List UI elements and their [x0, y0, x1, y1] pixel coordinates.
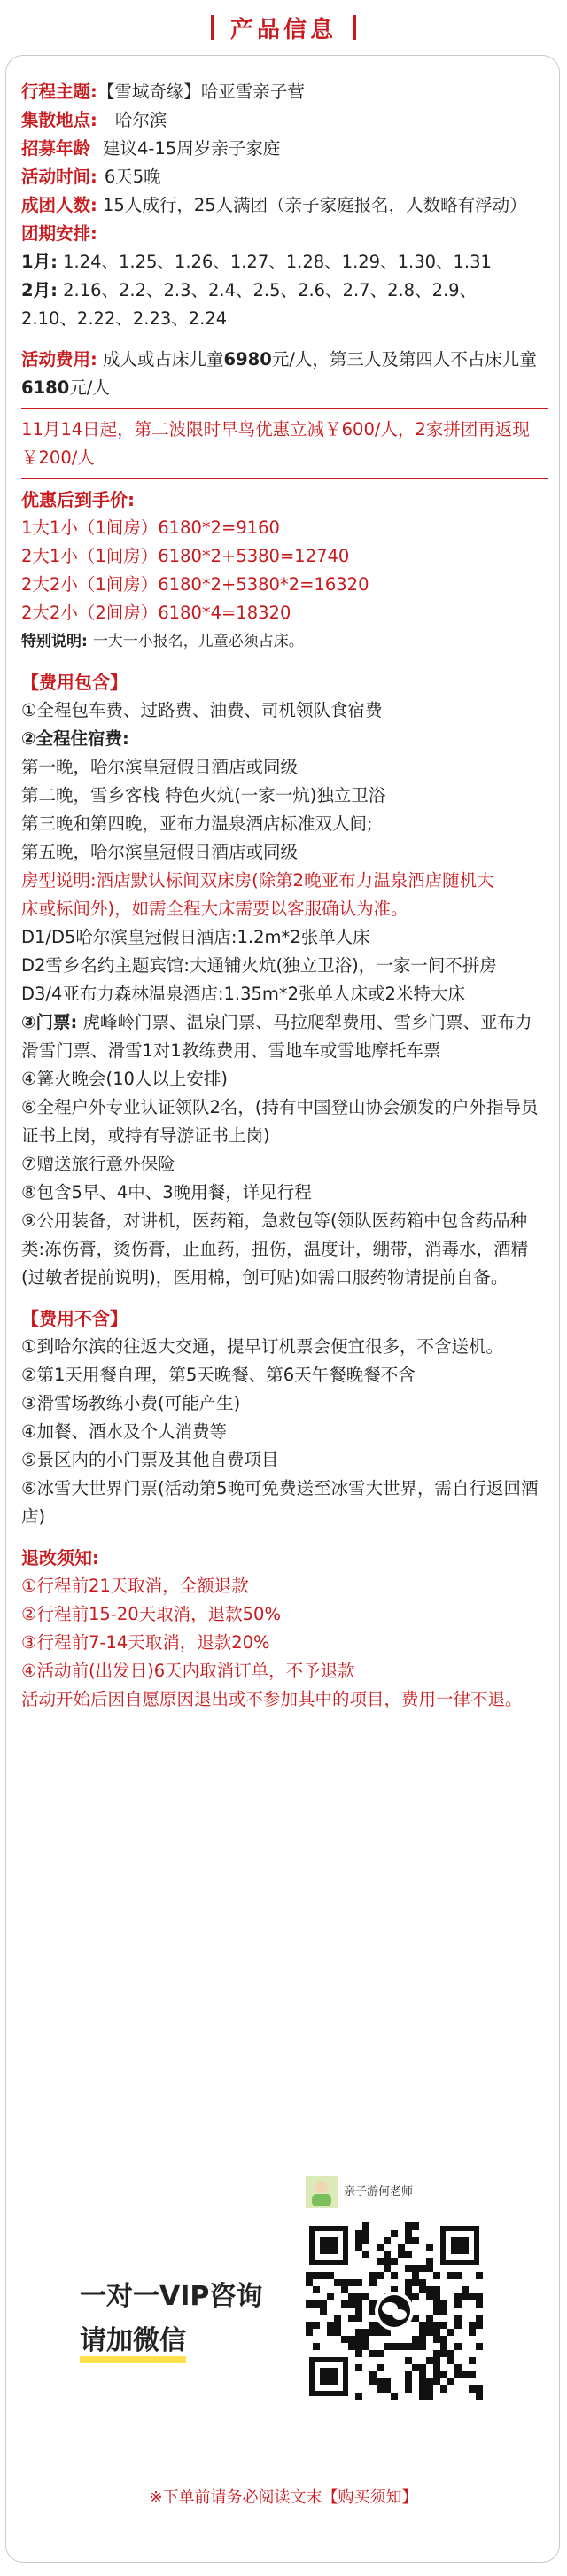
included-line: ⑥全程户外专业认证领队2名，(持有中国登山协会颁发的户外指导员证书上岗，或持有导游证书上岗) — [21, 1097, 539, 1146]
schedule-label: 团期安排: — [21, 223, 97, 244]
fee-label: 活动费用: — [21, 349, 97, 370]
feb-row — [21, 276, 548, 305]
promo-text: 11月14日起，第二波限时早鸟优惠立减￥600/人，2家拼团再返现￥200/人 — [21, 419, 530, 468]
gather-row — [21, 106, 548, 135]
fee-num1: 6980 — [223, 349, 272, 370]
fee-post: 元/人 — [69, 377, 110, 398]
feb-label: 2月: — [21, 280, 58, 300]
note-value: 一大一小报名，儿童必须占床。 — [92, 633, 304, 650]
included-line: 第二晚，雪乡客栈 特色火炕(一家一炕)独立卫浴 — [21, 785, 386, 805]
fee-row — [21, 346, 548, 402]
room-note-2: 床或标间外)，如需全程大床需要以客服确认为准。 — [21, 899, 408, 919]
jan-label: 1月: — [21, 252, 58, 272]
header-bar-left — [211, 15, 214, 40]
refund-line: ②行程前15-20天取消，退款50% — [21, 1604, 281, 1624]
gather-label: 集散地点: — [21, 110, 97, 130]
feb-value-2: 2.10、2.22、2.23、2.24 — [21, 308, 228, 329]
included-line: 第五晚，哈尔滨皇冠假日酒店或同级 — [21, 842, 299, 862]
excluded-line: ⑥冰雪大世界门票(活动第5晚可免费送至冰雪大世界，需自行返回酒店) — [21, 1478, 539, 1527]
age-row — [21, 135, 548, 163]
included-line: ④篝火晚会(10人以上安排) — [21, 1069, 229, 1089]
theme-row — [21, 78, 548, 106]
included-line: ⑨公用装备，对讲机，医药箱，急救包等(领队医药箱中包含药品种类:冻伤膏，烫伤膏，止血药，扭伤，温度计，绷带，消毒水，酒精(过敏者提前说明)，医用棉，创可贴)如需口服药物请提前自备。 — [21, 1210, 529, 1288]
header-bar-right — [353, 15, 356, 40]
discount-line-2: 2大1小（1间房）6180*2+5380=12740 — [21, 546, 350, 566]
feb-row-2 — [21, 305, 548, 333]
included-line: D3/4亚布力森林温泉酒店:1.35m*2张单人床或2米特大床 — [21, 984, 465, 1004]
section-header — [0, 0, 567, 55]
time-value: 6天5晚 — [104, 167, 161, 187]
divider — [21, 408, 548, 409]
included-line: 第一晚，哈尔滨皇冠假日酒店或同级 — [21, 757, 299, 777]
jan-row — [21, 248, 548, 276]
excluded-line: ⑤景区内的小门票及其他自费项目 — [21, 1450, 279, 1470]
jan-value: 1.24、1.25、1.26、1.27、1.28、1.29、1.30、1.31 — [63, 252, 492, 272]
included-line: ②全程住宿费: — [21, 728, 129, 749]
discount-line-1: 1大1小（1间房）6180*2=9160 — [21, 518, 280, 538]
refund-line: ③行程前7-14天取消，退款20% — [21, 1632, 270, 1653]
contact-block — [80, 2176, 505, 2442]
room-note: 房型说明:酒店默认标间双床房(除第2晚亚布力温泉酒店随机大 — [21, 870, 494, 891]
theme-label: 行程主题: — [21, 82, 97, 102]
included-line: ⑧包含5早、4中、3晚用餐，详见行程 — [21, 1182, 312, 1202]
excluded-line: ①到哈尔滨的往返大交通，提早订机票会便宜很多，不含送机。 — [21, 1336, 503, 1357]
refund-note: 活动开始后因自愿原因退出或不参加其中的项目，费用一律不退。 — [21, 1689, 523, 1709]
theme-value: 【雪域奇缘】哈亚雪亲子营 — [97, 82, 305, 102]
wechat-prompt — [80, 2318, 186, 2357]
excluded-line: ④加餐、酒水及个人消费等 — [21, 1421, 227, 1442]
fee-mid: 元/人，第三人及第四人不占床儿童 — [271, 349, 537, 370]
group-row — [21, 191, 548, 220]
included-line: ⑦赠送旅行意外保险 — [21, 1154, 175, 1174]
included-line: ①全程包车费、过路费、油费、司机领队食宿费 — [21, 700, 383, 720]
tickets-row — [21, 1008, 548, 1065]
schedule-row — [21, 220, 548, 248]
divider — [21, 478, 548, 479]
gather-value: 哈尔滨 — [114, 110, 167, 130]
included-line: 第三晚和第四晚，亚布力温泉酒店标准双人间; — [21, 813, 373, 834]
refund-line: ④活动前(出发日)6天内取消订单，不予退款 — [21, 1661, 355, 1681]
feb-value-1: 2.16、2.2、2.3、2.4、2.5、2.6、2.7、2.8、2.9、 — [63, 280, 478, 300]
refund-line: ①行程前21天取消，全额退款 — [21, 1576, 249, 1596]
excluded-line: ③滑雪场教练小费(可能产生) — [21, 1393, 241, 1413]
page-title: 产品信息 — [229, 16, 337, 43]
note-label: 特别说明: — [21, 633, 88, 650]
tickets-value: 虎峰岭门票、温泉门票、马拉爬犁费用、雪乡门票、亚布力滑雪门票、滑雪1对1教练费用、雪地车或雪地摩托车票 — [21, 1012, 532, 1061]
discount-line-3: 2大2小（1间房）6180*2+5380*2=16320 — [21, 574, 369, 595]
vip-title: 一对一VIP咨询 — [80, 2281, 263, 2312]
purchase-notice: ※下单前请务必阅读文末【购买须知】 — [149, 2488, 418, 2507]
discount-line-4: 2大2小（2间房）6180*4=18320 — [21, 603, 291, 623]
group-value: 15人成行，25人满团（亲子家庭报名，人数略有浮动） — [103, 195, 527, 215]
group-label: 成团人数: — [21, 195, 97, 215]
included-line: D1/D5哈尔滨皇冠假日酒店:1.2m*2张单人床 — [21, 927, 370, 947]
discount-title: 优惠后到手价: — [21, 489, 135, 510]
excluded-line: ②第1天用餐自理，第5天晚餐、第6天午餐晚餐不含 — [21, 1365, 416, 1385]
avatar-icon — [306, 2176, 338, 2208]
included-title: 【费用包含】 — [21, 672, 128, 693]
fee-pre: 成人或占床儿童 — [103, 349, 224, 370]
teacher-name: 亲子游何老师 — [344, 2185, 414, 2199]
wechat-prompt-text: 请加微信 — [80, 2325, 186, 2363]
age-label: 招募年龄 — [21, 138, 91, 159]
excluded-title: 【费用不含】 — [21, 1308, 128, 1329]
teacher-avatar — [306, 2176, 338, 2208]
time-row — [21, 163, 548, 191]
age-value: 建议4-15周岁亲子家庭 — [103, 138, 281, 159]
refund-title: 退改须知: — [21, 1547, 99, 1568]
special-note — [21, 627, 548, 656]
wechat-qr-code[interactable] — [306, 2222, 483, 2400]
tickets-label: ③门票: — [21, 1012, 78, 1032]
fee-num2: 6180 — [21, 377, 70, 398]
time-label: 活动时间: — [21, 167, 97, 187]
info-content — [21, 78, 548, 1714]
included-line: D2雪乡名约主题宾馆:大通铺火炕(独立卫浴)，一家一间不拼房 — [21, 955, 497, 976]
